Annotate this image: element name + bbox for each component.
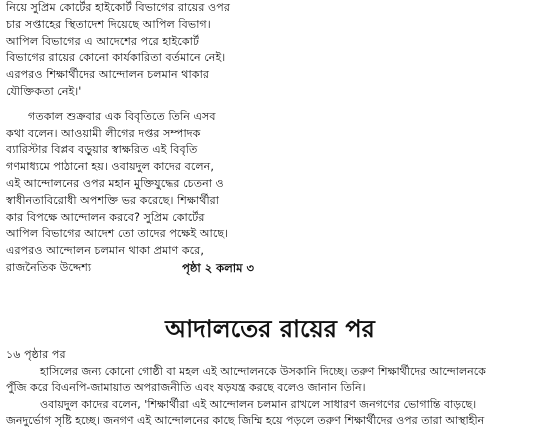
text-line: ওবায়দুল কাদের বলেন, 'শিক্ষার্থীরা এই আন্দোলন চলমান রাখলে সাধারণ জনগণের ভোগান্তি বাড়ছে। bbox=[40, 397, 477, 411]
text-line: নিয়ে সুপ্রিম কোর্টের হাইকোর্ট বিভাগের রায়ের ওপর bbox=[6, 1, 231, 14]
paragraph-statement bbox=[6, 109, 254, 260]
text-line: এরপরও আন্দোলন চলমান থাকা প্রমাণ করে, bbox=[6, 244, 204, 258]
text-line: আপিল বিভাগের আদেশ তো তাদের পক্ষেই আছে। bbox=[6, 227, 229, 241]
text-line: কার বিপক্ষে আন্দোলন করবে? সুপ্রিম কোর্টের bbox=[6, 210, 205, 224]
text-line: বিভাগের রায়ের কোনো কার্যকারিতা বর্তমানে নেই। bbox=[6, 51, 226, 65]
text-line: এরপরও শিক্ষার্থীদের আন্দোলন চলমান থাকার bbox=[6, 68, 209, 82]
text-line: কথা বলেন। আওয়ামী লীগের দপ্তর সম্পাদক bbox=[6, 126, 201, 140]
text-line: গতকাল শুক্রবার এক বিবৃতিতে তিনি এসব bbox=[28, 109, 216, 123]
text-line: হাসিলের জন্য কোনো গোষ্ঠী বা মহল এই আন্দোলনকে উসকানি দিচ্ছে। তরুণ শিক্ষার্থীদের আন্দোলনকে bbox=[40, 365, 486, 378]
text-line: গণমাধ্যমে পাঠানো হয়। ওবায়দুল কাদের বলেন, bbox=[6, 160, 214, 174]
text-line: রাজনৈতিক উদ্দেশ্য bbox=[6, 260, 92, 274]
continued-from-label: ১৬ পৃষ্ঠার পর bbox=[6, 348, 66, 361]
article-body bbox=[6, 364, 536, 430]
article-headline: আদালতের রায়ের পর bbox=[165, 315, 375, 343]
article-continuation-column bbox=[6, 0, 254, 277]
text-line: জনদুর্ভোগ সৃষ্টি হচ্ছে। জনগণ এই আন্দোলনের কাছে জিম্মি হয়ে পড়লে তরুণ শিক্ষার্থীদের ওপর তারা আস্থাহীন bbox=[6, 414, 485, 428]
text-line: চার সপ্তাহের স্থিতাদেশ দিয়েছে আপিল বিভাগ। bbox=[6, 17, 211, 31]
paragraph-body bbox=[6, 364, 536, 430]
text-line: এই আন্দোলনের ওপর মহান মুক্তিযুদ্ধের চেতনা ও bbox=[6, 176, 224, 190]
text-line: যৌক্তিকতা নেই।' bbox=[6, 84, 82, 98]
continuation-row bbox=[6, 260, 254, 277]
paragraph-quote bbox=[6, 0, 254, 101]
continued-on-page-label: পৃষ্ঠা ২ কলাম ৩ bbox=[182, 260, 254, 275]
text-line: স্বাধীনতাবিরোধী অপশক্তি ভর করেছে। শিক্ষার্থীরা bbox=[6, 193, 220, 207]
text-line: পুঁজি করে বিএনপি-জামায়াত অপরাজনীতি এবং ষড়যন্ত্র করছে বলেও জানান তিনি। bbox=[6, 381, 366, 395]
text-line: আপিল বিভাগের এ আদেশের পরে হাইকোর্ট bbox=[6, 34, 199, 48]
text-line: ব্যারিস্টার বিপ্লব বড়ুয়ার স্বাক্ষরিত এই বিবৃতি bbox=[6, 143, 198, 157]
